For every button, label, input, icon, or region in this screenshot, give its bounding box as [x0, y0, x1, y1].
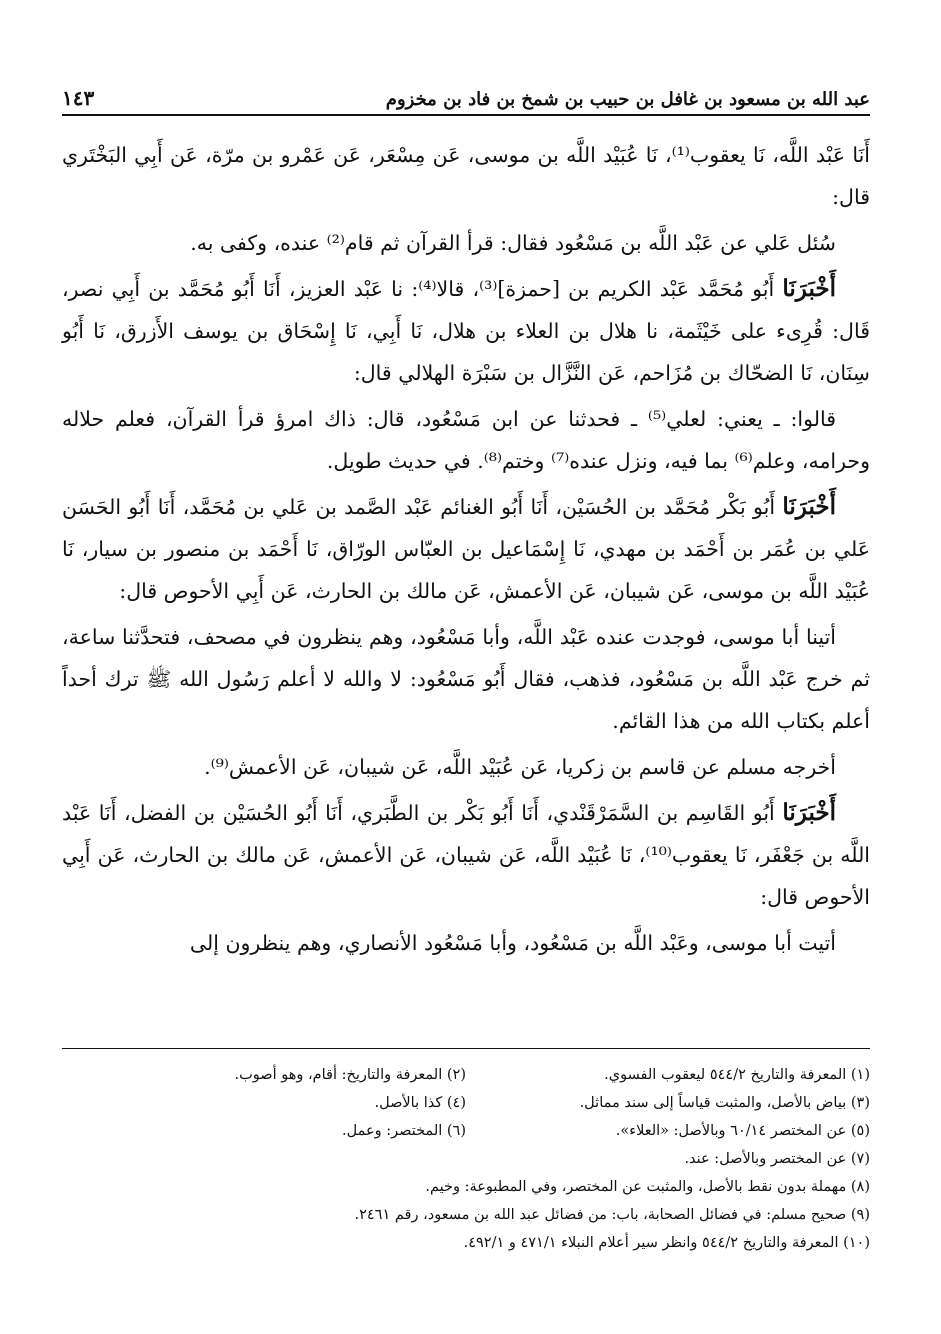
paragraph-1: أَنَا عَبْد اللَّه، نَا يعقوب⁽¹⁾، نَا عُبَيْد اللَّه بن موسى، عَن مِسْعَر، عَن عَمْرو بن مرّة، عَن أَبِي البَخْتَري قال:	[62, 143, 870, 209]
akhbarana-keyword: أَخْبَرَنَا	[782, 275, 836, 302]
footnote-row	[62, 1145, 870, 1173]
footnote-row	[62, 1201, 870, 1229]
page-header	[62, 80, 870, 116]
footnote-7: (٧) عن المختصر وبالأصل: عند.	[684, 1151, 870, 1167]
main-text	[62, 134, 870, 964]
footnote-8: (٨) مهملة بدون نقط بالأصل، والمثبت عن المختصر، وفي المطبوعة: وخيم.	[425, 1179, 870, 1195]
footnote-9: (٩) صحيح مسلم: في فضائل الصحابة، باب: من فضائل عبد الله بن مسعود، رقم ٢٤٦١.	[354, 1207, 870, 1223]
akhbarana-keyword: أَخْبَرَنَا	[782, 799, 836, 826]
paragraph-5	[62, 486, 870, 612]
footnote-row	[62, 1117, 870, 1145]
paragraph-4: قالوا: ـ يعني: لعلي⁽⁵⁾ ـ فحدثنا عن ابن مَسْعُود، قال: ذاك امرؤ قرأ القرآن، فعلم حلاله وحرامه، وعلم⁽⁶⁾ بما فيه، ونزل عنده⁽⁷⁾ وختم⁽⁸⁾. في حديث طويل.	[62, 407, 870, 473]
paragraph-8-text: أَبُو القَاسِم بن السَّمَرْقَنْدي، أَنَا أَبُو بَكْر بن الطَّبَري، أَنَا أَبُو الحُسَيْن بن الفضل، أَنَا عَبْد اللَّه بن جَعْفَر، نَا يعقوب⁽¹⁰⁾، نَا عُبَيْد اللَّه، عَن شيبان، عَن الأعمش، عَن مالك بن الحارث، عَن أَبِي الأحوص قال:	[62, 801, 871, 909]
paragraph-9: أتيت أبا موسى، وعَبْد اللَّه بن مَسْعُود، وأبا مَسْعُود الأنصاري، وهم ينظرون إلى	[189, 931, 836, 955]
paragraph-7: أخرجه مسلم عن قاسم بن زكريا، عَن عُبَيْد اللَّه، عَن شيبان، عَن الأعمش⁽⁹⁾.	[204, 755, 836, 779]
paragraph-5-text: أَبُو بَكْر مُحَمَّد بن الحُسَيْن، أَنَا أَبُو الغنائم عَبْد الصَّمد بن عَلي بن مُحَمَّد، أَنَا أَبُو الحَسَن عَلي بن عُمَر بن أَحْمَد بن مهدي، نَا إِسْمَاعيل بن العبّاس الورّاق، نَا أَحْمَد بن منصور بن سيار، نَا عُبَيْد اللَّه بن موسى، عَن شيبان، عَن الأعمش، عَن مالك بن الحارث، عَن أَبِي الأحوص قال:	[62, 495, 870, 603]
paragraph-3-text: أَبُو مُحَمَّد عَبْد الكريم بن [حمزة]⁽³⁾، قالا⁽⁴⁾: نا عَبْد العزيز، أَنَا أَبُو مُحَمَّد بن أَبِي نصر، قَال: قُرِىء على خَيْثَمة، نا هلال بن العلاء بن هلال، نَا أَبِي، نَا إِسْحَاق بن يوسف الأَزرق، نَا أَبُو سِنَان، نَا الضحّاك بن مُزَاحم، عَن النَّزَّال بن سَبْرَة الهلالي قال:	[62, 277, 870, 385]
footnote-row	[62, 1173, 870, 1201]
footnote-4: (٤) كذا بالأصل.	[374, 1095, 466, 1111]
footnote-3: (٣) بياض بالأصل، والمثبت قياساً إلى سند مماثل.	[579, 1095, 870, 1111]
akhbarana-keyword: أَخْبَرَنَا	[782, 493, 836, 520]
footnote-row	[62, 1089, 870, 1117]
paragraph-6: أتينا أبا موسى، فوجدت عنده عَبْد اللَّه، وأبا مَسْعُود، وهم ينظرون في مصحف، فتحدَّثنا ساعة، ثم خرج عَبْد اللَّه بن مَسْعُود، فذهب، فقال أَبُو مَسْعُود: لا والله لا أعلم رَسُول الله ﷺ ترك أحداً أعلم بكتاب الله من هذا القائم.	[62, 625, 870, 733]
footnote-2: (٢) المعرفة والتاريخ: أقام، وهو أصوب.	[234, 1067, 466, 1083]
footnote-row	[62, 1061, 870, 1089]
running-title: عبد الله بن مسعود بن غافل بن حبيب بن شمخ بن فاد بن مخزوم	[385, 89, 870, 110]
page-number: ١٤٣	[62, 86, 95, 110]
paragraph-8	[62, 792, 870, 918]
paragraph-2: سُئل عَلي عن عَبْد اللَّه بن مَسْعُود فقال: قرأ القرآن ثم قام⁽²⁾ عنده، وكفى به.	[190, 231, 836, 255]
book-page	[62, 80, 870, 1320]
footnote-row	[62, 1229, 870, 1257]
footnote-10: (١٠) المعرفة والتاريخ ٥٤٤/٢ وانظر سير أعلام النبلاء ٤٧١/١ و ٤٩٢/١.	[463, 1235, 870, 1251]
footnote-6: (٦) المختصر: وعمل.	[342, 1123, 466, 1139]
footnote-1: (١) المعرفة والتاريخ ٥٤٤/٢ ليعقوب الفسوي.	[604, 1067, 870, 1083]
footnotes	[62, 1048, 870, 1257]
paragraph-3	[62, 268, 870, 394]
footnote-5: (٥) عن المختصر ٦٠/١٤ وبالأصل: «العلاء».	[615, 1123, 870, 1139]
